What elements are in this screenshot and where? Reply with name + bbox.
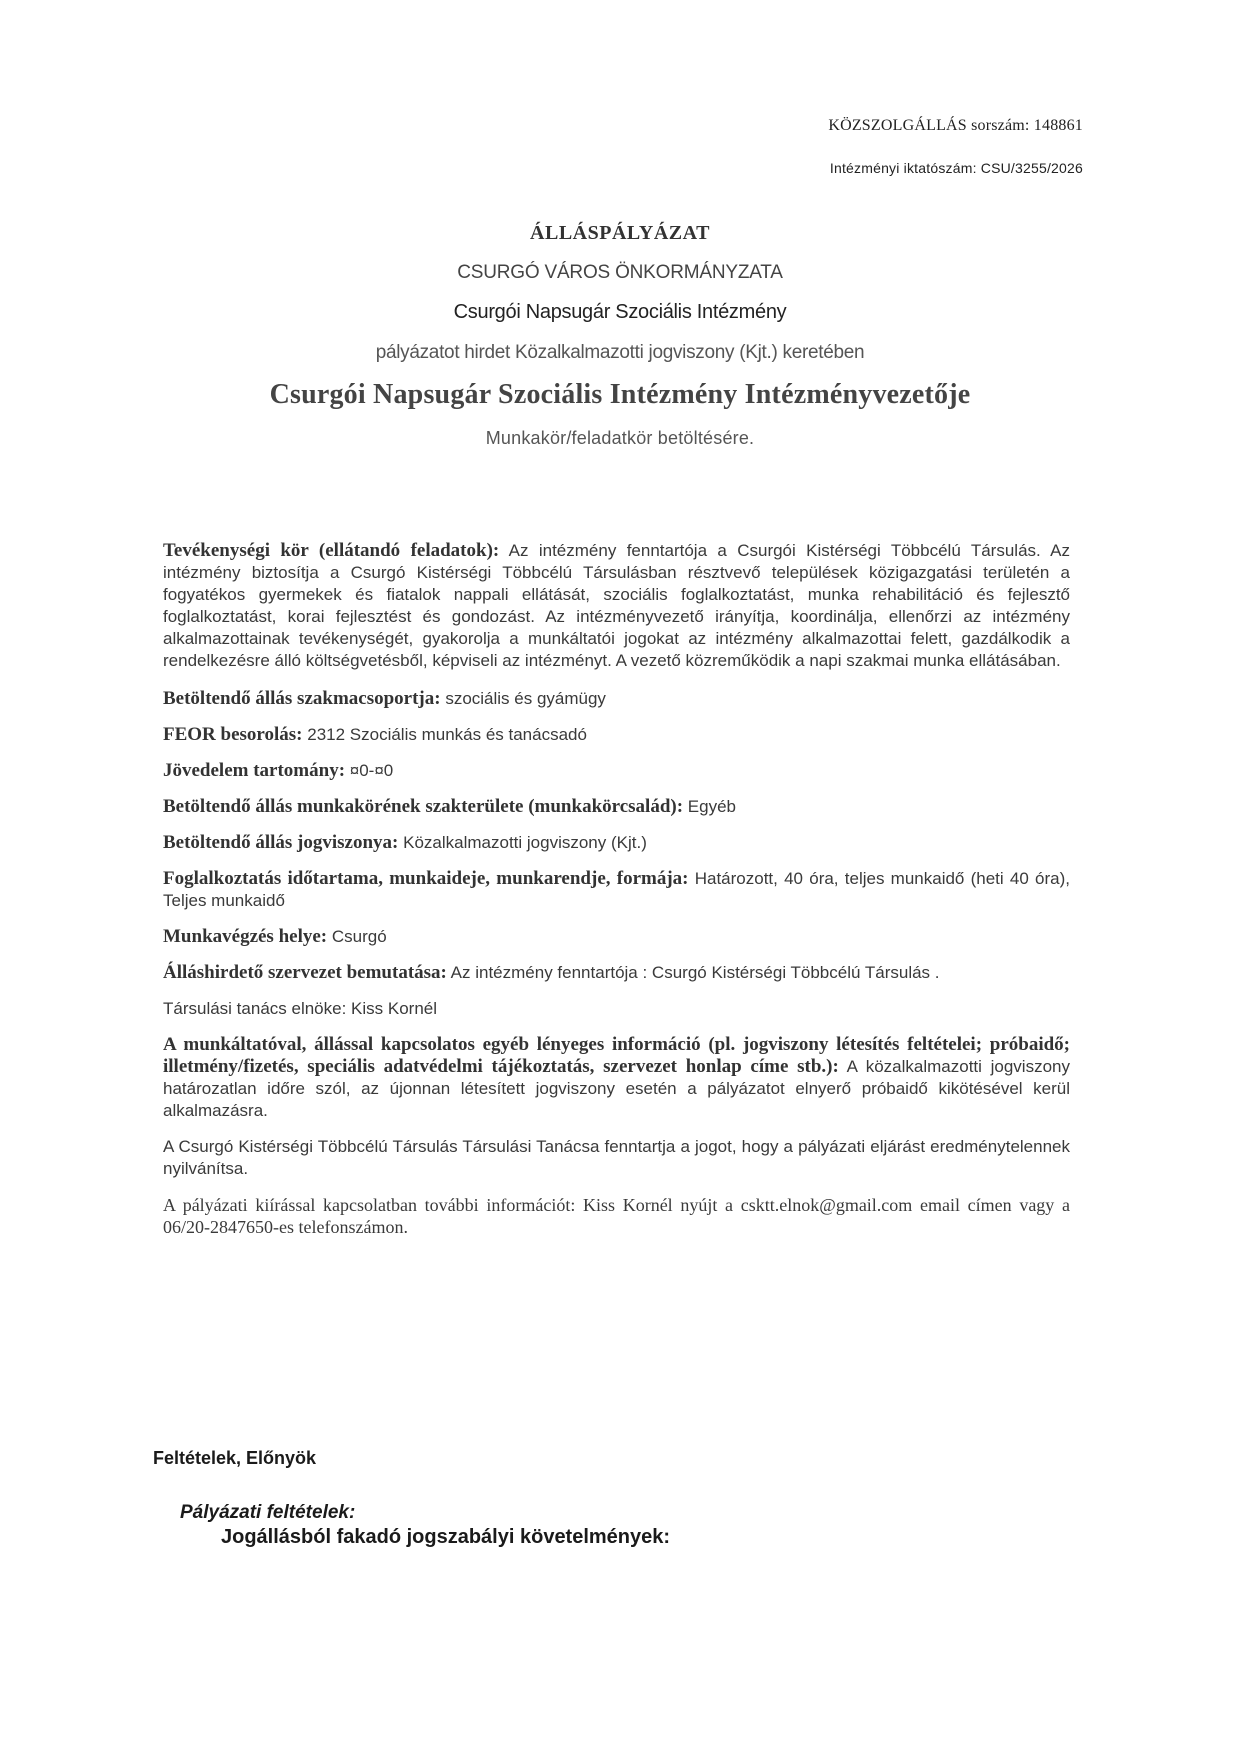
reference-number — [830, 160, 1083, 176]
section-label: Álláshirdető szervezet bemutatása: — [163, 962, 447, 983]
section-text: Az intézmény fenntartója a Csurgói Kistérségi Többcélú Társulás. Az intézmény biztosítja a Csurgó Kistérségi Többcélú Társulásban résztvevő települések közigazgatási területén a fogyatékos gyermekek és fiatalok nappali ellátását, szociális foglalkoztatást, munka rehabilitáció és fejlesztő foglalkoztatást, korai fejlesztést és gondozást. Az intézményvezető irányítja, koordinálja, ellenőrzi az intézmény alkalmazottainak tevékenységét, gyakorolja a munkáltatói jogokat az intézmény alkalmazottai felett, gazdálkodik a rendelkezésre álló költségvetésből, képviseli az intézményt. A vezető közreműködik a napi szakmai munka ellátásában. — [163, 541, 1071, 670]
section-text: Közalkalmazotti jogviszony (Kjt.) — [398, 833, 647, 852]
section-workplace — [163, 926, 1070, 948]
section-label: FEOR besorolás: — [163, 724, 303, 745]
section-text: szociális és gyámügy — [440, 689, 606, 708]
reference-value: CSU/3255/2026 — [980, 160, 1083, 176]
contact-text: A pályázati kiírással kapcsolatban további információt: Kiss Kornél nyújt a — [163, 1195, 741, 1215]
section-feor — [163, 724, 1070, 746]
institution-name: Csurgói Napsugár Szociális Intézmény — [453, 301, 787, 323]
section-professional-group — [163, 688, 1070, 710]
contact-phone-text: email címen vagy a 06/20-2847650-es telefonszámon. — [163, 1195, 1070, 1237]
reference-label: Intézményi iktatószám: — [829, 160, 977, 176]
legal-requirements-heading: Jogállásból fakadó jogszabályi követelmények: — [221, 1526, 671, 1548]
section-council-chair — [163, 998, 1070, 1020]
application-conditions-heading: Pályázati feltételek: — [180, 1502, 356, 1523]
section-rights-reserved — [163, 1136, 1070, 1180]
section-text: A Csurgó Kistérségi Többcélú Társulás Társulási Tanácsa fenntartja a jogot, hogy a pályázati eljárást eredménytelennek nyilvánítsa. — [163, 1137, 1070, 1178]
section-label: Betöltendő állás munkakörének szakterülete (munkakörcsalád): — [163, 796, 684, 817]
serial-value: 148861 — [1033, 117, 1083, 134]
section-other-info — [163, 1034, 1070, 1122]
serial-number — [828, 117, 1083, 135]
section-text: Társulási tanács elnöke: Kiss Kornél — [163, 999, 438, 1018]
section-text: A közalkalmazotti jogviszony határozatlan időre szól, az újonnan létesített jogviszony esetén a pályázatot elnyerő próbaidő kikötésével kerül alkalmazásra. — [163, 1057, 1070, 1120]
section-text: 2312 Szociális munkás és tanácsadó — [302, 725, 587, 744]
section-contact — [163, 1194, 1070, 1238]
section-label: Foglalkoztatás időtartama, munkaideje, munkarendje, formája: — [163, 868, 689, 889]
section-activities — [163, 540, 1070, 672]
section-text: Csurgó — [327, 927, 387, 946]
purpose: Munkakör/feladatkör betöltésére. — [485, 428, 755, 448]
section-label: Tevékenységi kör (ellátandó feladatok): — [163, 540, 500, 561]
contact-email[interactable]: csktt.elnok@gmail.com — [740, 1195, 913, 1215]
announcement: pályázatot hirdet Közalkalmazotti jogviszony (Kjt.) keretében — [375, 342, 865, 363]
section-label: Betöltendő állás szakmacsoportja: — [163, 688, 441, 709]
conditions-heading: Feltételek, Előnyök — [153, 1448, 317, 1468]
document-type: ÁLLÁSPÁLYÁZAT — [530, 222, 710, 244]
serial-label: KÖZSZOLGÁLLÁS sorszám: — [828, 117, 1030, 134]
section-text: Határozott, 40 óra, teljes munkaidő (heti 40 óra), Teljes munkaidő — [163, 869, 1070, 910]
section-text: ¤0-¤0 — [345, 761, 394, 780]
section-text: Az intézmény fenntartója : Csurgó Kistérségi Többcélú Társulás . — [446, 963, 940, 982]
section-label: Jövedelem tartomány: — [163, 760, 346, 781]
section-label: Munkavégzés helye: — [163, 926, 328, 947]
section-text: Egyéb — [683, 797, 736, 816]
position-title: Csurgói Napsugár Szociális Intézmény Intézményvezetője — [269, 379, 971, 410]
document-body — [163, 540, 1070, 1252]
section-label: A munkáltatóval, állással kapcsolatos egyéb lényeges információ (pl. jogviszony létesítés feltételei; próbaidő; illetmény/fizetés, speciális adatvédelmi tájékoztatás, szervezet honlap címe stb.): — [163, 1034, 1070, 1077]
section-job-family — [163, 796, 1070, 818]
section-working-hours — [163, 868, 1070, 912]
section-employment-type — [163, 832, 1070, 854]
section-income-range — [163, 760, 1070, 782]
section-organization — [163, 962, 1070, 984]
conditions-section — [153, 1448, 670, 1549]
issuer: CSURGÓ VÁROS ÖNKORMÁNYZATA — [457, 262, 783, 283]
section-label: Betöltendő állás jogviszonya: — [163, 832, 399, 853]
